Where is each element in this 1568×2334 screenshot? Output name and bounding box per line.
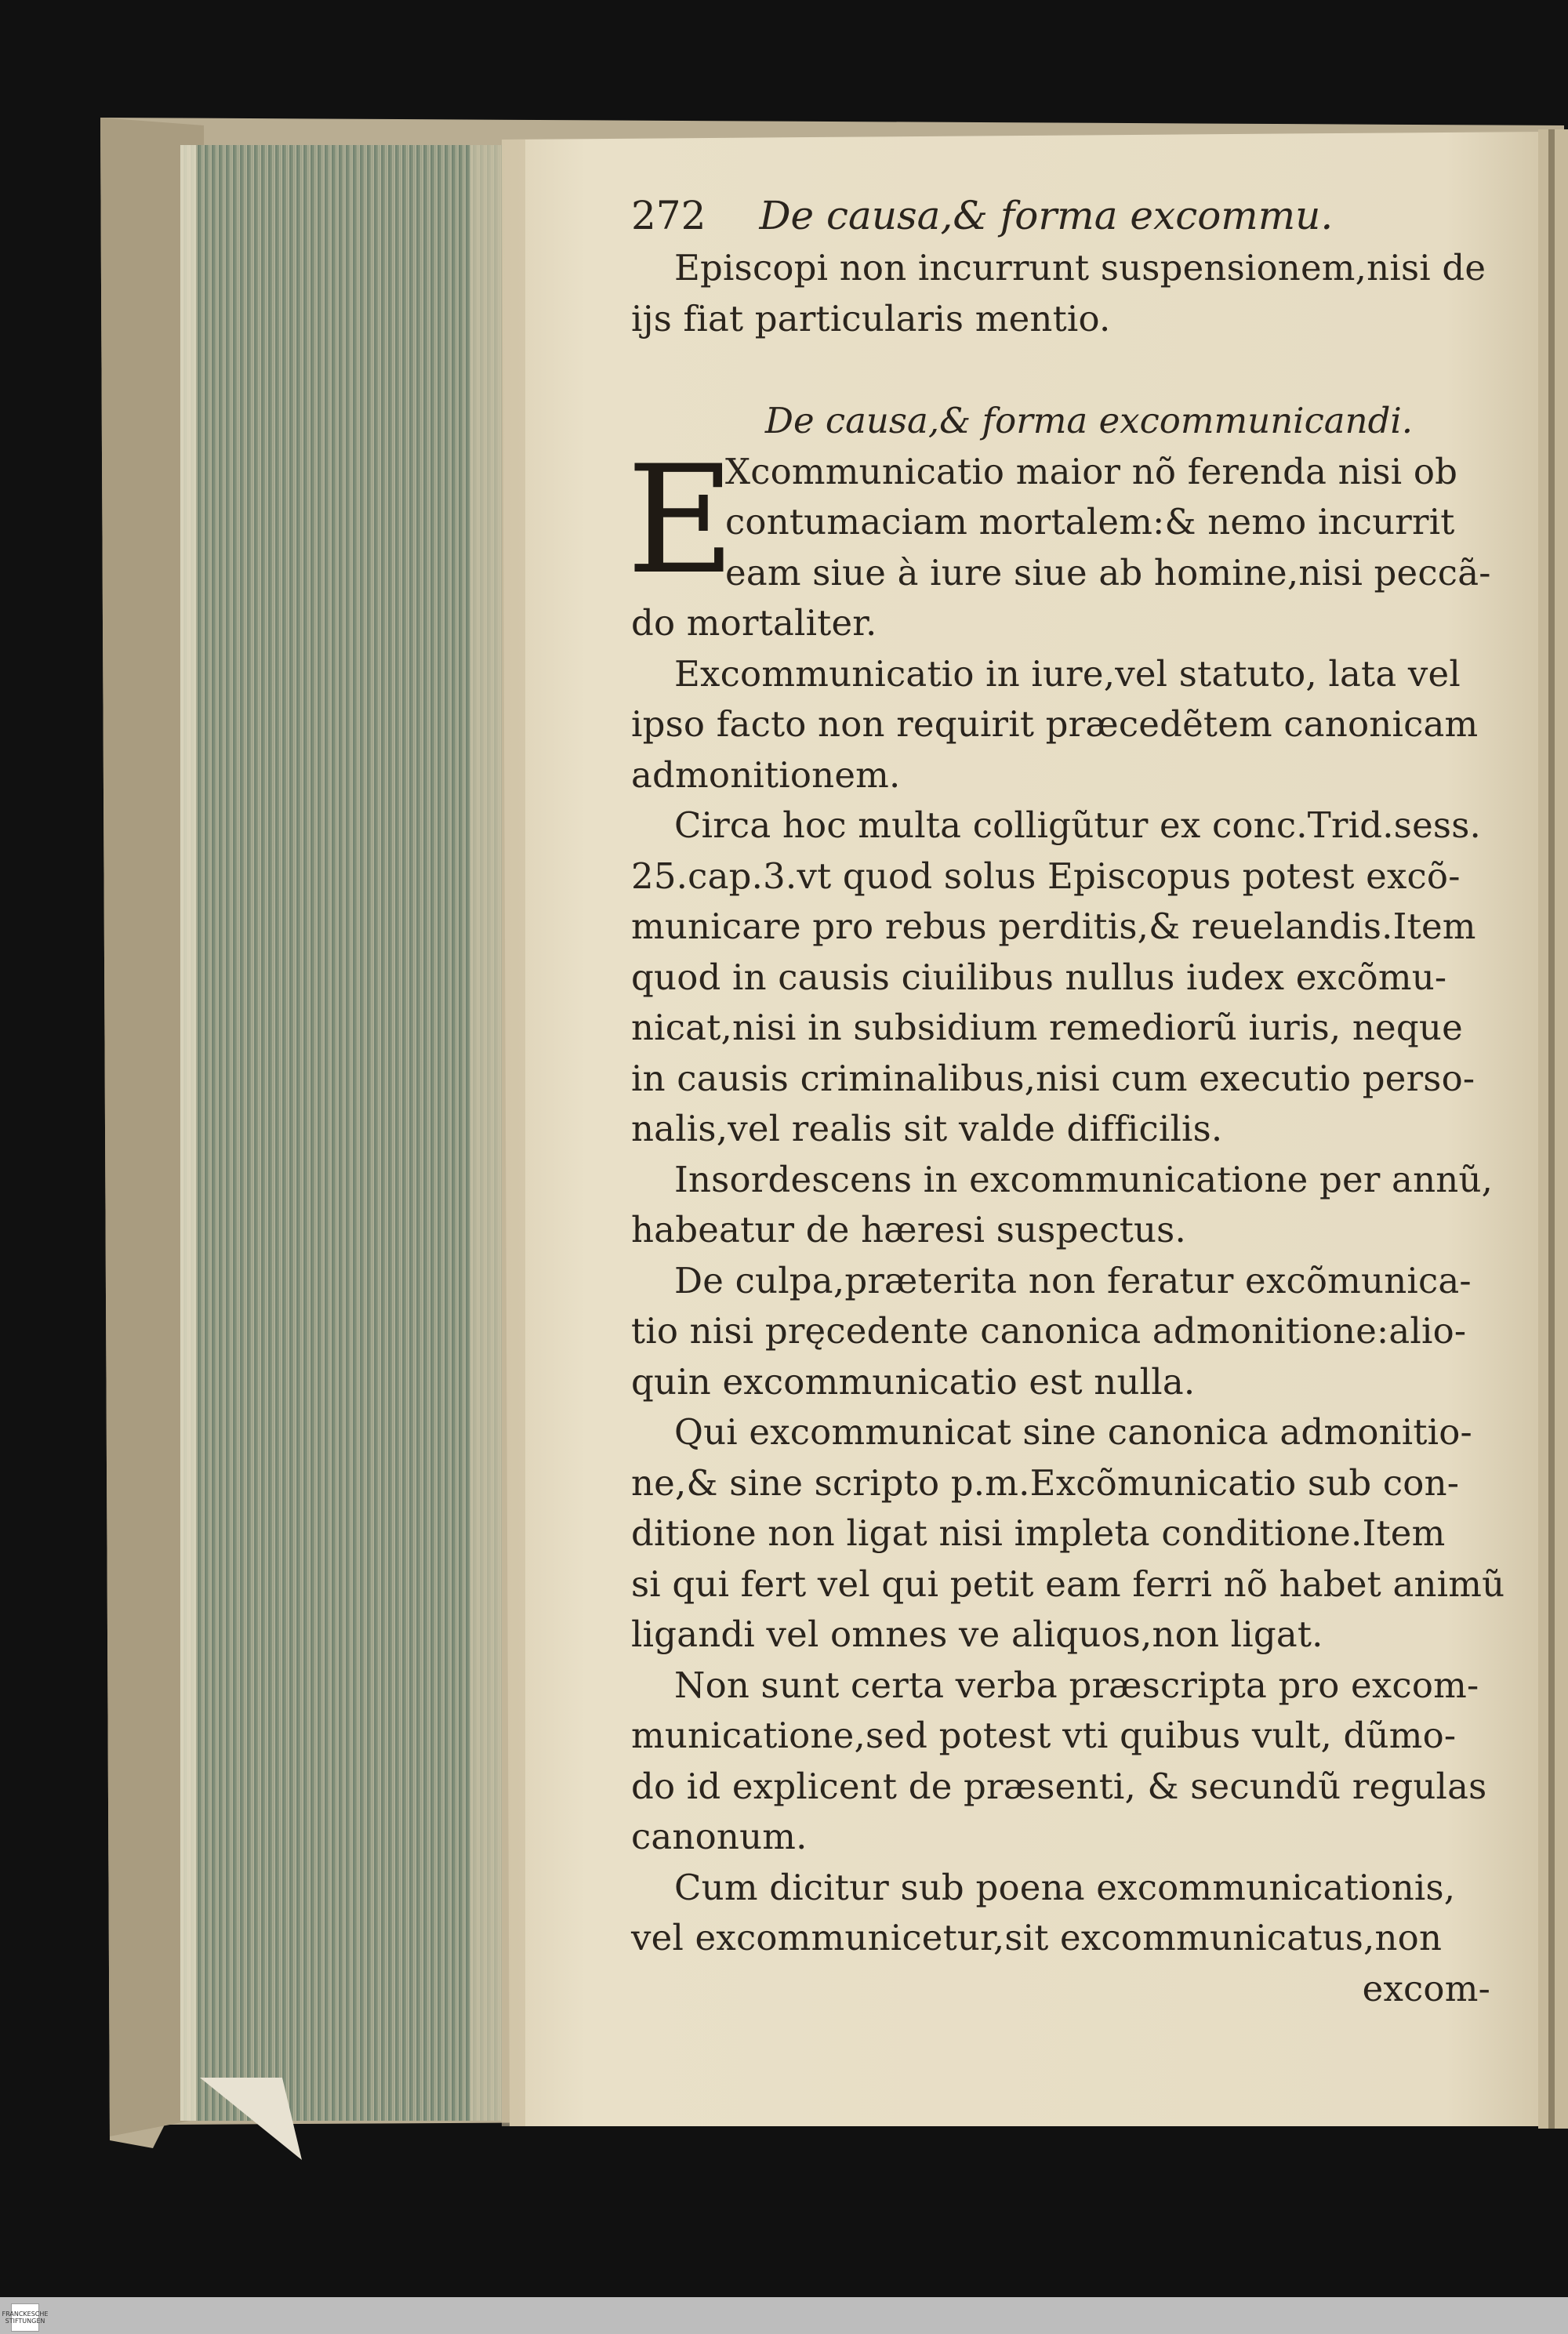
text-line: ipso facto non requirit præcedẽtem canonicam (631, 703, 1479, 745)
text-line: in causis criminalibus,nisi cum executio perso- (631, 1057, 1475, 1099)
page-edge (180, 145, 502, 2121)
running-title: De causa,& forma excommu. (759, 193, 1334, 238)
institution-logo[interactable]: FRANCKESCHE STIFTUNGEN (11, 2303, 39, 2332)
text-line: De culpa,præterita non feratur excõmunica- (674, 1259, 1472, 1301)
text-line: Excommunicatio in iure,vel statuto, lata vel (674, 652, 1461, 695)
text-line: do id explicent de præsenti, & secundũ regulas (631, 1765, 1487, 1807)
text-line: nalis,vel realis sit valde difficilis. (631, 1108, 1223, 1149)
drop-cap: E (626, 433, 735, 607)
text-line: Xcommunicatio maior nõ ferenda nisi ob (725, 450, 1458, 492)
text-line: quod in causis ciuilibus nullus iudex excõmu- (631, 956, 1447, 998)
text-line: vel excommunicetur,sit excommunicatus,non (631, 1917, 1443, 1958)
page-number: 272 (631, 193, 706, 238)
text-line: ligandi vel omnes ve aliquos,non ligat. (631, 1613, 1323, 1655)
text-line: quin excommunicatio est nulla. (631, 1360, 1196, 1403)
text-line: Insordescens in excommunicatione per annũ, (674, 1158, 1494, 1200)
text-line: Non sunt certa verba præscripta pro excom- (674, 1664, 1479, 1706)
first-paragraph (626, 433, 1500, 649)
text-line: ijs fiat particularis mentio. (631, 297, 1111, 339)
text-line: contumaciam mortalem:& nemo incurrit (725, 501, 1455, 543)
text-line: 25.cap.3.vt quod solus Episcopus potest excõ- (631, 855, 1461, 897)
catchword: excom- (1362, 1967, 1490, 2009)
text-line: Circa hoc multa colligũtur ex conc.Trid.sess. (674, 804, 1481, 846)
text-line: Cum dicitur sub poena excommunicationis, (674, 1866, 1456, 1908)
section-heading: De causa,& forma excommunicandi. (764, 400, 1414, 441)
text-line: ne,& sine scripto p.m.Excõmunicatio sub con- (631, 1461, 1460, 1504)
running-head (631, 188, 1500, 243)
viewer-footer-bar (0, 2297, 1568, 2334)
text-line: habeatur de hæresi suspectus. (631, 1209, 1186, 1250)
text-line: Episcopi non incurrunt suspensionem,nisi de (674, 247, 1486, 289)
text-line: do mortaliter. (631, 602, 877, 644)
text-line: tio nisi pręcedente canonica admonitione:alio- (631, 1310, 1467, 1352)
text-line: admonitionem. (631, 753, 901, 796)
text-line: municatione,sed potest vti quibus vult, dũmo- (631, 1715, 1457, 1756)
text-line: ditione non ligat nisi impleta conditione.Item (631, 1512, 1446, 1554)
page-text (626, 193, 1505, 2014)
text-line: canonum. (631, 1816, 808, 1857)
text-line: si qui fert vel qui petit eam ferri nõ habet animũ (631, 1563, 1505, 1605)
text-line: nicat,nisi in subsidium remediorũ iuris, neque (631, 1007, 1463, 1048)
text-line: eam siue à iure siue ab homine,nisi peccã- (725, 551, 1491, 593)
text-line: municare pro rebus perditis,& reuelandis.Item (631, 906, 1476, 947)
text-line: Qui excommunicat sine canonica admonitio- (674, 1411, 1472, 1453)
